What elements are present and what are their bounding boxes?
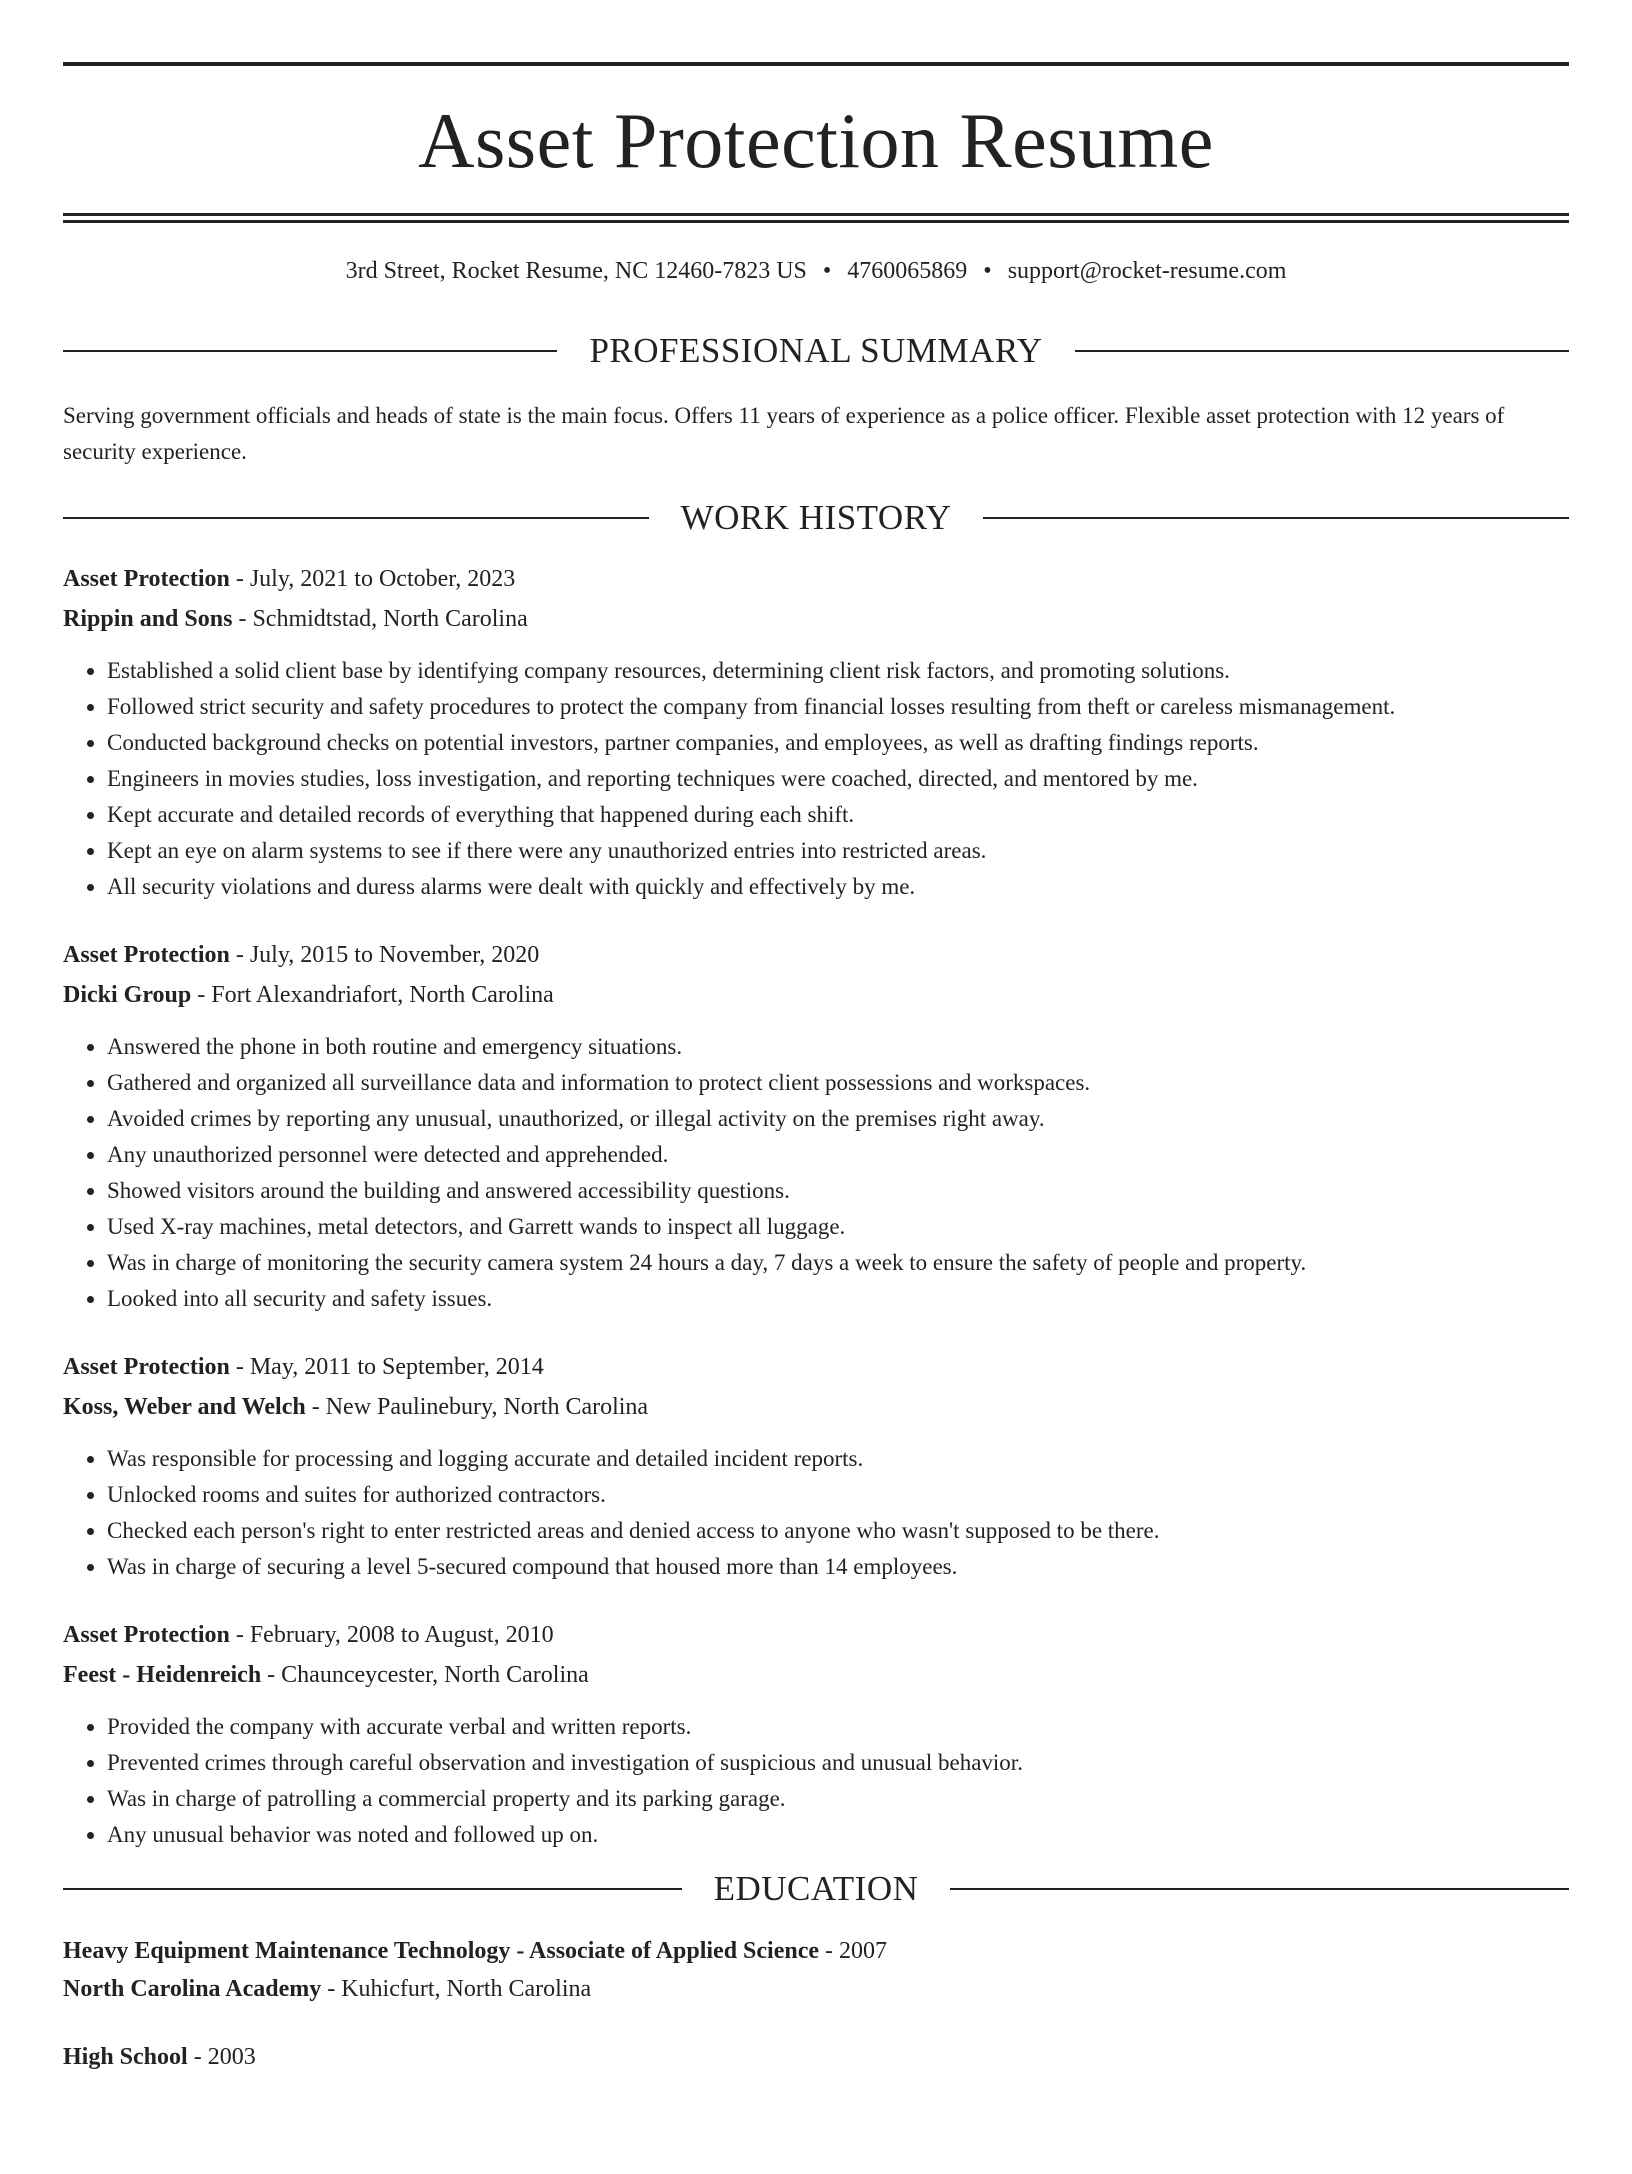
job-location: - Schmidtstad, North Carolina [232,606,528,632]
section-title: PROFESSIONAL SUMMARY [589,331,1043,370]
job-company: Koss, Weber and Welch [63,1394,306,1420]
job-title: Asset Protection [63,1354,230,1380]
job-title-line [63,1347,1569,1387]
job-dates: - July, 2021 to October, 2023 [229,566,516,592]
job-bullets [63,1029,1569,1317]
education-entry [63,1932,1569,2008]
education-degree-line [63,2038,1569,2076]
section-title: EDUCATION [713,1869,919,1908]
contact-address: 3rd Street, Rocket Resume, NC 12460-7823 US [345,258,807,284]
job-dates: - May, 2011 to September, 2014 [229,1354,544,1380]
job-company-line [63,1655,1569,1695]
job-title-line [63,935,1569,975]
job-title-line [63,1615,1569,1655]
job-location: - New Paulinebury, North Carolina [305,1394,649,1420]
section-rule-right [983,517,1569,519]
section-rule-left [63,350,557,352]
work-history-list [63,559,1569,1853]
education-degree-line [63,1932,1569,1970]
job-entry [63,559,1569,905]
education-list [63,1932,1569,2076]
job-title: Asset Protection [63,942,230,968]
job-bullet: • Was in charge of securing a level 5-secured compound that housed more than 14 employees. [107,1549,1569,1585]
job-bullet: • Showed visitors around the building and answered accessibility questions. [107,1173,1569,1209]
job-entry [63,1615,1569,1853]
job-bullet: • Was in charge of patrolling a commercial property and its parking garage. [107,1781,1569,1817]
job-location: - Chaunceycester, North Carolina [261,1662,589,1688]
resume-title: Asset Protection Resume [418,97,1214,184]
contact-separator: • [822,258,832,284]
education-year: - 2003 [187,2044,256,2070]
job-bullet: • Conducted background checks on potential investors, partner companies, and employees, as well as drafting findings reports. [107,725,1569,761]
education-school-line [63,1970,1569,2008]
job-bullets [63,1709,1569,1853]
contact-phone: 4760065869 [847,258,968,284]
job-bullet: • Established a solid client base by identifying company resources, determining client risk factors, and promoting solutions. [107,653,1569,689]
job-bullet: • Engineers in movies studies, loss investigation, and reporting techniques were coached, directed, and mentored by me. [107,761,1569,797]
education-school: North Carolina Academy [63,1976,322,2002]
job-entry [63,935,1569,1317]
job-company: Feest - Heidenreich [63,1662,262,1688]
job-company-line [63,1387,1569,1427]
job-location: - Fort Alexandriafort, North Carolina [191,982,554,1008]
contact-email: support@rocket-resume.com [1007,258,1287,284]
summary-section-heading [63,333,1569,368]
job-title: Asset Protection [63,1622,230,1648]
job-bullet: • Kept accurate and detailed records of everything that happened during each shift. [107,797,1569,833]
summary-text: Serving government officials and heads of state is the main focus. Offers 11 years of experience as a police officer. Flexible asset protection with 12 years of security experience. [63,403,1505,464]
job-bullet: • Kept an eye on alarm systems to see if there were any unauthorized entries into restricted areas. [107,833,1569,869]
section-title: WORK HISTORY [680,498,952,537]
education-year: - 2007 [819,1938,888,1964]
section-rule-left [63,1888,682,1890]
education-entry [63,2038,1569,2076]
job-bullet: • Prevented crimes through careful observation and investigation of suspicious and unusual behavior. [107,1745,1569,1781]
job-company-line [63,599,1569,639]
section-rule-right [1075,350,1569,352]
job-bullets [63,653,1569,905]
job-company-line [63,975,1569,1015]
job-bullet: • Any unauthorized personnel were detected and apprehended. [107,1137,1569,1173]
job-title-line [63,559,1569,599]
job-bullet: • Gathered and organized all surveillance data and information to protect client possessions and workspaces. [107,1065,1569,1101]
header-double-rule [63,213,1569,223]
job-company: Rippin and Sons [63,606,233,632]
section-rule-right [950,1888,1569,1890]
contact-separator: • [983,258,992,284]
job-bullet: • Any unusual behavior was noted and followed up on. [107,1817,1569,1853]
job-dates: - July, 2015 to November, 2020 [229,942,540,968]
education-location: - Kuhicfurt, North Carolina [321,1976,592,2002]
education-degree: Heavy Equipment Maintenance Technology - Associate of Applied Science [63,1938,820,1964]
education-degree: High School [63,2044,188,2070]
contact-line [63,259,1569,283]
job-bullet: • Checked each person's right to enter restricted areas and denied access to anyone who wasn't supposed to be there. [107,1513,1569,1549]
section-rule-left [63,517,649,519]
job-bullet: • Followed strict security and safety procedures to protect the company from financial losses resulting from theft or careless mismanagement. [107,689,1569,725]
job-bullets [63,1441,1569,1585]
job-bullet: • Answered the phone in both routine and emergency situations. [107,1029,1569,1065]
education-section-heading [63,1871,1569,1906]
job-company: Dicki Group [63,982,192,1008]
job-bullet: • Looked into all security and safety issues. [107,1281,1569,1317]
header-top-rule [63,62,1569,66]
job-bullet: • Unlocked rooms and suites for authorized contractors. [107,1477,1569,1513]
work-section-heading [63,500,1569,535]
job-bullet: • All security violations and duress alarms were dealt with quickly and effectively by me. [107,869,1569,905]
job-entry [63,1347,1569,1585]
job-bullet: • Provided the company with accurate verbal and written reports. [107,1709,1569,1745]
job-dates: - February, 2008 to August, 2010 [229,1622,554,1648]
job-bullet: • Was in charge of monitoring the security camera system 24 hours a day, 7 days a week to ensure the safety of people and property. [107,1245,1569,1281]
job-bullet: • Used X-ray machines, metal detectors, and Garrett wands to inspect all luggage. [107,1209,1569,1245]
job-bullet: • Avoided crimes by reporting any unusual, unauthorized, or illegal activity on the premises right away. [107,1101,1569,1137]
job-bullet: • Was responsible for processing and logging accurate and detailed incident reports. [107,1441,1569,1477]
job-title: Asset Protection [63,566,230,592]
resume-page [0,62,1632,2174]
